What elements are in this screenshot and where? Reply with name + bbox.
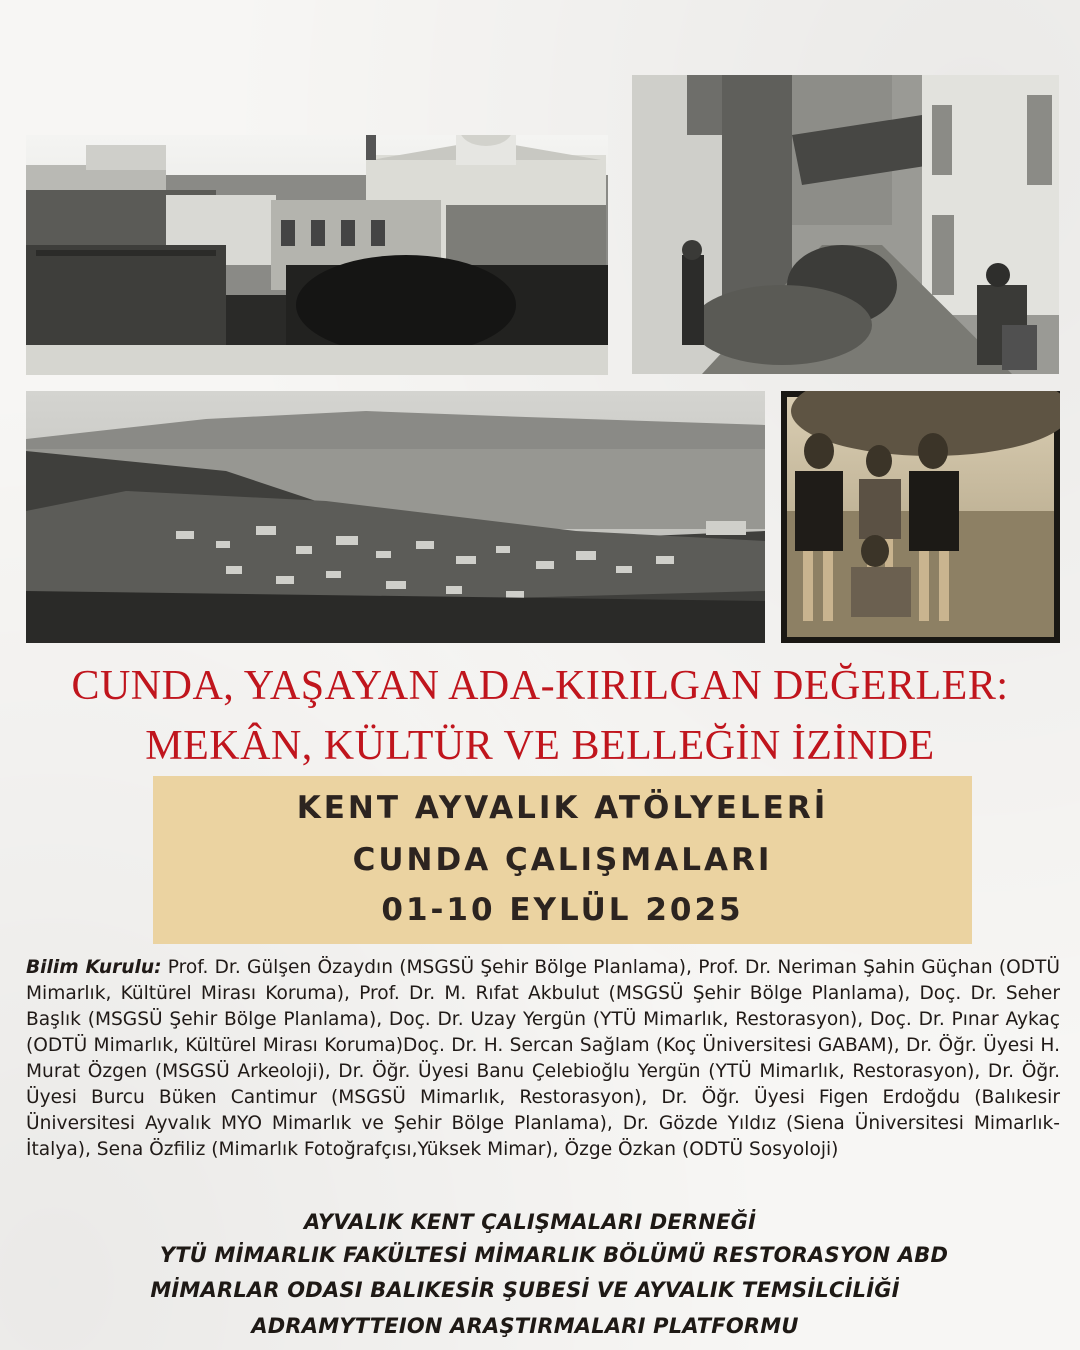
organizer-1: AYVALIK KENT ÇALIŞMALARI DERNEĞİ (303, 1210, 757, 1234)
main-title-line-1: CUNDA, YAŞAYAN ADA-KIRILGAN DEĞERLER: (71, 663, 1009, 709)
organizer-4: ADRAMYTTEION ARAŞTIRMALARI PLATFORMU (251, 1314, 799, 1338)
organizer-2: YTÜ MİMARLIK FAKÜLTESİ MİMARLIK BÖLÜMÜ RESTORASYON ABD (159, 1243, 949, 1267)
event-subtitle: CUNDA ÇALIŞMALARI (352, 842, 773, 878)
organizer-3: MİMARLAR ODASI BALIKESİR ŞUBESİ VE AYVALIK TEMSİLCİLİĞİ (150, 1278, 900, 1302)
historic-street-photo (632, 75, 1059, 374)
scientific-committee (26, 955, 1060, 1163)
main-title-line-2: MEKÂN, KÜLTÜR VE BELLEĞİN İZİNDE (145, 723, 935, 769)
event-info-box (153, 776, 972, 944)
historic-town-with-church-photo (26, 135, 608, 375)
event-dates: 01-10 EYLÜL 2025 (381, 892, 744, 928)
children-portrait-photo (781, 391, 1060, 643)
event-name: KENT AYVALIK ATÖLYELERİ (296, 790, 829, 826)
island-panorama-photo (26, 391, 765, 643)
committee-members: Prof. Dr. Gülşen Özaydın (MSGSÜ Şehir Bölge Planlama), Prof. Dr. Neriman Şahin Güçhan (ODTÜ Mimarlık, Kültürel Mirası Koruma), Prof. Dr. M. Rıfat Akbulut (MSGSÜ Şehir Bölge Planlama), Doç. Dr. Seher Başlık (MSGSÜ Şehir Bölge Planlama), Doç. Dr. Uzay Yergün (YTÜ Mimarlık, Restorasyon), Doç. Dr. Pınar Aykaç (ODTÜ Mimarlık, Kültürel Mirası Koruma)Doç. Dr. H. Sercan Sağlam (Koç Üniversitesi GABAM), Dr. Öğr. Üyesi H. Murat Özgen (MSGSÜ Arkeoloji), Dr. Öğr. Üyesi Banu Çelebioğlu Yergün (YTÜ Mimarlık, Restorasyon), Dr. Öğr. Üyesi Burcu Büken Cantimur (MSGSÜ Mimarlık, Restorasyon), Dr. Öğr. Üyesi Figen Erdoğdu (Balıkesir Üniversitesi Ayvalık MYO Mimarlık ve Şehir Bölge Planlama), Dr. Gözde Yıldız (Siena Üniversitesi Mimarlık-İtalya), Sena Özfiliz (Mimarlık Fotoğrafçısı,Yüksek Mimar), Özge Özkan (ODTÜ Sosyoloji) (26, 957, 1060, 1160)
committee-label: Bilim Kurulu: (26, 957, 162, 978)
